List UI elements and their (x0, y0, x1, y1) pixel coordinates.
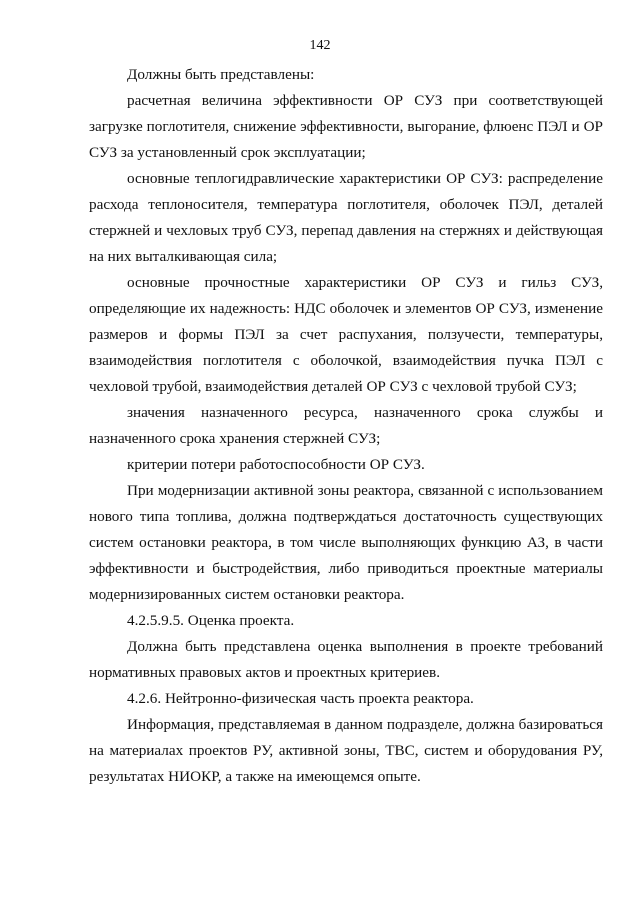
paragraph-intro: Должны быть представлены: (127, 66, 315, 83)
paragraph-strength: основные прочностные характеристики ОР СУЗ и гильз СУЗ, определяющие их надежность: НДС оболочек и элементов ОР СУЗ, изменение размеров и формы ПЭЛ за счет распухания, ползучести, температуры, взаимодействия поглотителя с оболочкой, взаимодействия пучка ПЭЛ с чехловой трубой, взаимодействия деталей ОР СУЗ с чехловой трубой СУЗ; (89, 274, 603, 395)
paragraph-failure-criteria: критерии потери работоспособности ОР СУЗ. (127, 456, 425, 473)
paragraph-assessment: Должна быть представлена оценка выполнения в проекте требований нормативных правовых актов и проектных критериев. (89, 638, 603, 681)
paragraph-thermal-hydraulic: основные теплогидравлические характеристики ОР СУЗ: распределение расхода теплоносителя, температура поглотителя, оболочек ПЭЛ, деталей стержней и чехловых труб СУЗ, перепад давления на стержнях и действующая на них выталкивающая сила; (89, 170, 603, 265)
document-body (89, 62, 603, 790)
paragraph-efficiency: расчетная величина эффективности ОР СУЗ при соответствующей загрузке поглотителя, снижение эффективности, выгорание, флюенс ПЭЛ и ОР СУЗ за установленный срок эксплуатации; (89, 92, 603, 161)
paragraph-neutron-physics: Информация, представляемая в данном подразделе, должна базироваться на материалах проектов РУ, активной зоны, ТВС, систем и оборудования РУ, результатах НИОКР, а также на имеющемся опыте. (89, 716, 603, 785)
section-heading-4-2-6: 4.2.6. Нейтронно-физическая часть проекта реактора. (127, 690, 474, 707)
page-number: 142 (309, 38, 331, 53)
paragraph-modernization: При модернизации активной зоны реактора, связанной с использованием нового типа топлива, должна подтверждаться достаточность существующих систем остановки реактора, в том числе выполняющих функцию АЗ, в части эффективности и быстродействия, либо приводиться проектные материалы модернизированных систем остановки реактора. (89, 482, 603, 603)
paragraph-service-life: значения назначенного ресурса, назначенного срока службы и назначенного срока хранения стержней СУЗ; (89, 404, 603, 447)
section-heading-4-2-5-9-5: 4.2.5.9.5. Оценка проекта. (127, 612, 295, 629)
